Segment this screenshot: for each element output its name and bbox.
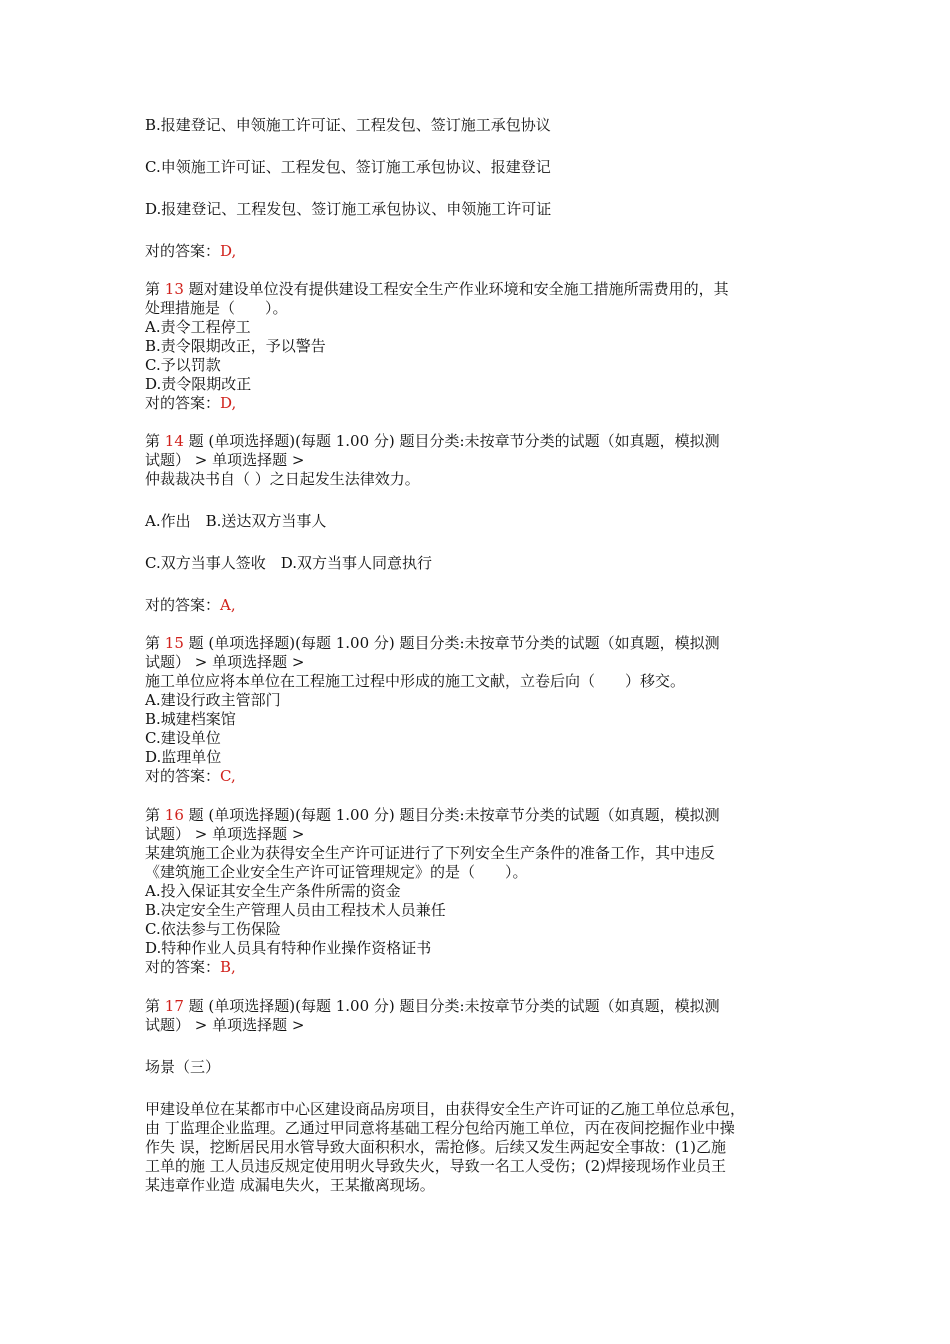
q14-options-cd: C.双方当事人签收 D.双方当事人同意执行 [145, 554, 432, 572]
answer-label: 对的答案： [145, 596, 221, 614]
question-number: 16 [164, 806, 184, 824]
q16-header [145, 806, 720, 825]
q16-option-a: A.投入保证其安全生产条件所需的资金 [145, 882, 401, 900]
q16-option-b: B.决定安全生产管理人员由工程技术人员兼任 [145, 901, 446, 919]
scene-text-line2: 由 丁监理企业监理。乙通过甲同意将基础工程分包给丙施工单位，丙在夜间挖掘作业中操 [145, 1119, 735, 1137]
answer-value: C, [220, 767, 236, 785]
q16-option-c: C.依法参与工伤保险 [145, 920, 281, 938]
q13-option-c: C.予以罚款 [145, 356, 221, 374]
q15-option-c: C.建设单位 [145, 729, 221, 747]
q12-option-b: B.报建登记、申领施工许可证、工程发包、签订施工承包协议 [145, 116, 551, 134]
answer-label: 对的答案： [145, 767, 221, 785]
question-text: 题对建设单位没有提供建设工程安全生产作业环境和安全施工措施所需费用的，其 [183, 280, 729, 298]
q13-text-line2: 处理措施是（ ）。 [145, 299, 288, 317]
q13-option-b: B.责令限期改正，予以警告 [145, 337, 326, 355]
q15-option-a: A.建设行政主管部门 [145, 691, 281, 709]
question-meta: 题 (单项选择题)(每题 1.00 分) 题目分类:未按章节分类的试题（如真题，模拟测 [183, 997, 720, 1015]
scene-text-line4: 工单的施 工人员违反规定使用明火导致失火，导致一名工人受伤；(2)焊接现场作业员王 [145, 1157, 727, 1175]
q12-option-d: D.报建登记、工程发包、签订施工承包协议、申领施工许可证 [145, 200, 552, 218]
question-prefix: 第 [145, 997, 165, 1015]
answer-value: A, [220, 596, 236, 614]
q14-answer [145, 596, 236, 615]
q13-answer [145, 394, 236, 413]
q15-stem: 施工单位应将本单位在工程施工过程中形成的施工文献，立卷后向（ ）移交。 [145, 672, 686, 690]
answer-value: D, [220, 242, 237, 260]
answer-label: 对的答案： [145, 958, 221, 976]
q16-header-line2: 试题） > 单项选择题 > [145, 825, 305, 843]
question-prefix: 第 [145, 634, 165, 652]
q15-header [145, 634, 720, 653]
answer-label: 对的答案： [145, 394, 221, 412]
q12-option-c: C.申领施工许可证、工程发包、签订施工承包协议、报建登记 [145, 158, 551, 176]
question-prefix: 第 [145, 806, 165, 824]
q15-answer [145, 767, 236, 786]
answer-label: 对的答案： [145, 242, 221, 260]
q14-options-ab: A.作出 B.送达双方当事人 [145, 512, 327, 530]
question-number: 15 [164, 634, 184, 652]
question-meta: 题 (单项选择题)(每题 1.00 分) 题目分类:未按章节分类的试题（如真题，模拟测 [183, 432, 720, 450]
q14-stem: 仲裁裁决书自（ ）之日起发生法律效力。 [145, 470, 420, 488]
q12-answer [145, 242, 236, 261]
question-meta: 题 (单项选择题)(每题 1.00 分) 题目分类:未按章节分类的试题（如真题，模拟测 [183, 806, 720, 824]
q15-option-b: B.城建档案馆 [145, 710, 236, 728]
q16-stem-line2: 《建筑施工企业安全生产许可证管理规定》的是（ ）。 [145, 863, 528, 881]
q16-stem-line1: 某建筑施工企业为获得安全生产许可证进行了下列安全生产条件的准备工作，其中违反 [145, 844, 716, 862]
q13-header [145, 280, 729, 299]
question-prefix: 第 [145, 432, 165, 450]
q15-option-d: D.监理单位 [145, 748, 222, 766]
question-meta: 题 (单项选择题)(每题 1.00 分) 题目分类:未按章节分类的试题（如真题，模拟测 [183, 634, 720, 652]
scene-title: 场景（三） [145, 1058, 221, 1076]
scene-text-line3: 作失 误，挖断居民用水管导致大面积积水，需抢修。后续又发生两起安全事故：(1)乙施 [145, 1138, 727, 1156]
question-number: 14 [164, 432, 184, 450]
q13-option-d: D.责令限期改正 [145, 375, 252, 393]
question-number: 17 [164, 997, 184, 1015]
q14-header-line2: 试题） > 单项选择题 > [145, 451, 305, 469]
q14-header [145, 432, 720, 451]
q17-header-line2: 试题） > 单项选择题 > [145, 1016, 305, 1034]
answer-value: D, [220, 394, 237, 412]
question-prefix: 第 [145, 280, 165, 298]
q13-option-a: A.责令工程停工 [145, 318, 251, 336]
q16-option-d: D.特种作业人员具有特种作业操作资格证书 [145, 939, 432, 957]
scene-text-line5: 某违章作业造 成漏电失火，王某撤离现场。 [145, 1176, 435, 1194]
question-number: 13 [164, 280, 184, 298]
q17-header [145, 997, 720, 1016]
answer-value: B, [220, 958, 236, 976]
scene-text-line1: 甲建设单位在某都市中心区建设商品房项目，由获得安全生产许可证的乙施工单位总承包， [145, 1100, 746, 1118]
q15-header-line2: 试题） > 单项选择题 > [145, 653, 305, 671]
q16-answer [145, 958, 236, 977]
